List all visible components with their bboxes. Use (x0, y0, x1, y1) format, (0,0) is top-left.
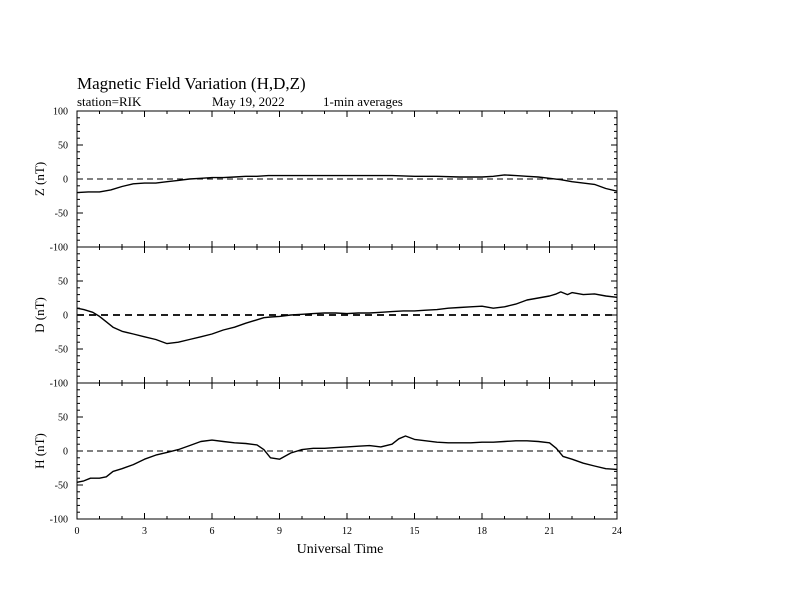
x-tick-label: 9 (277, 526, 282, 537)
chart-title: Magnetic Field Variation (H,D,Z) (77, 74, 306, 93)
averaging-label: 1-min averages (323, 94, 403, 109)
x-tick-label: 24 (612, 526, 622, 537)
x-tick-label: 0 (74, 526, 80, 537)
x-tick-label: 12 (342, 526, 352, 537)
y-tick-label: 0 (63, 174, 68, 186)
y-tick-label: 0 (63, 446, 68, 458)
y-tick-label: -100 (49, 514, 68, 526)
y-tick-label: -100 (49, 378, 68, 390)
y-tick-label: -50 (54, 208, 68, 220)
x-tick-label: 21 (544, 526, 555, 537)
series-line (77, 175, 617, 193)
y-axis-label: H (nT) (32, 433, 47, 469)
y-tick-label: -100 (49, 242, 68, 254)
x-tick-label: 15 (409, 526, 420, 537)
series-line (77, 436, 617, 482)
y-axis-label: D (nT) (32, 297, 47, 333)
x-tick-label: 3 (142, 526, 147, 537)
y-axis-label: Z (nT) (32, 161, 47, 197)
x-tick-label: 6 (209, 526, 215, 537)
y-tick-label: 50 (58, 412, 68, 424)
y-tick-label: 50 (58, 140, 68, 152)
y-tick-label: 100 (53, 106, 68, 118)
x-axis-label: Universal Time (296, 542, 384, 557)
y-tick-label: 0 (63, 310, 68, 322)
x-tick-label: 18 (477, 526, 487, 537)
y-tick-label: -50 (54, 344, 68, 356)
y-tick-label: 50 (58, 276, 68, 288)
station-label: station=RIK (77, 94, 142, 109)
y-tick-label: -50 (54, 480, 68, 492)
date-label: May 19, 2022 (212, 94, 285, 109)
series-line (77, 292, 617, 344)
